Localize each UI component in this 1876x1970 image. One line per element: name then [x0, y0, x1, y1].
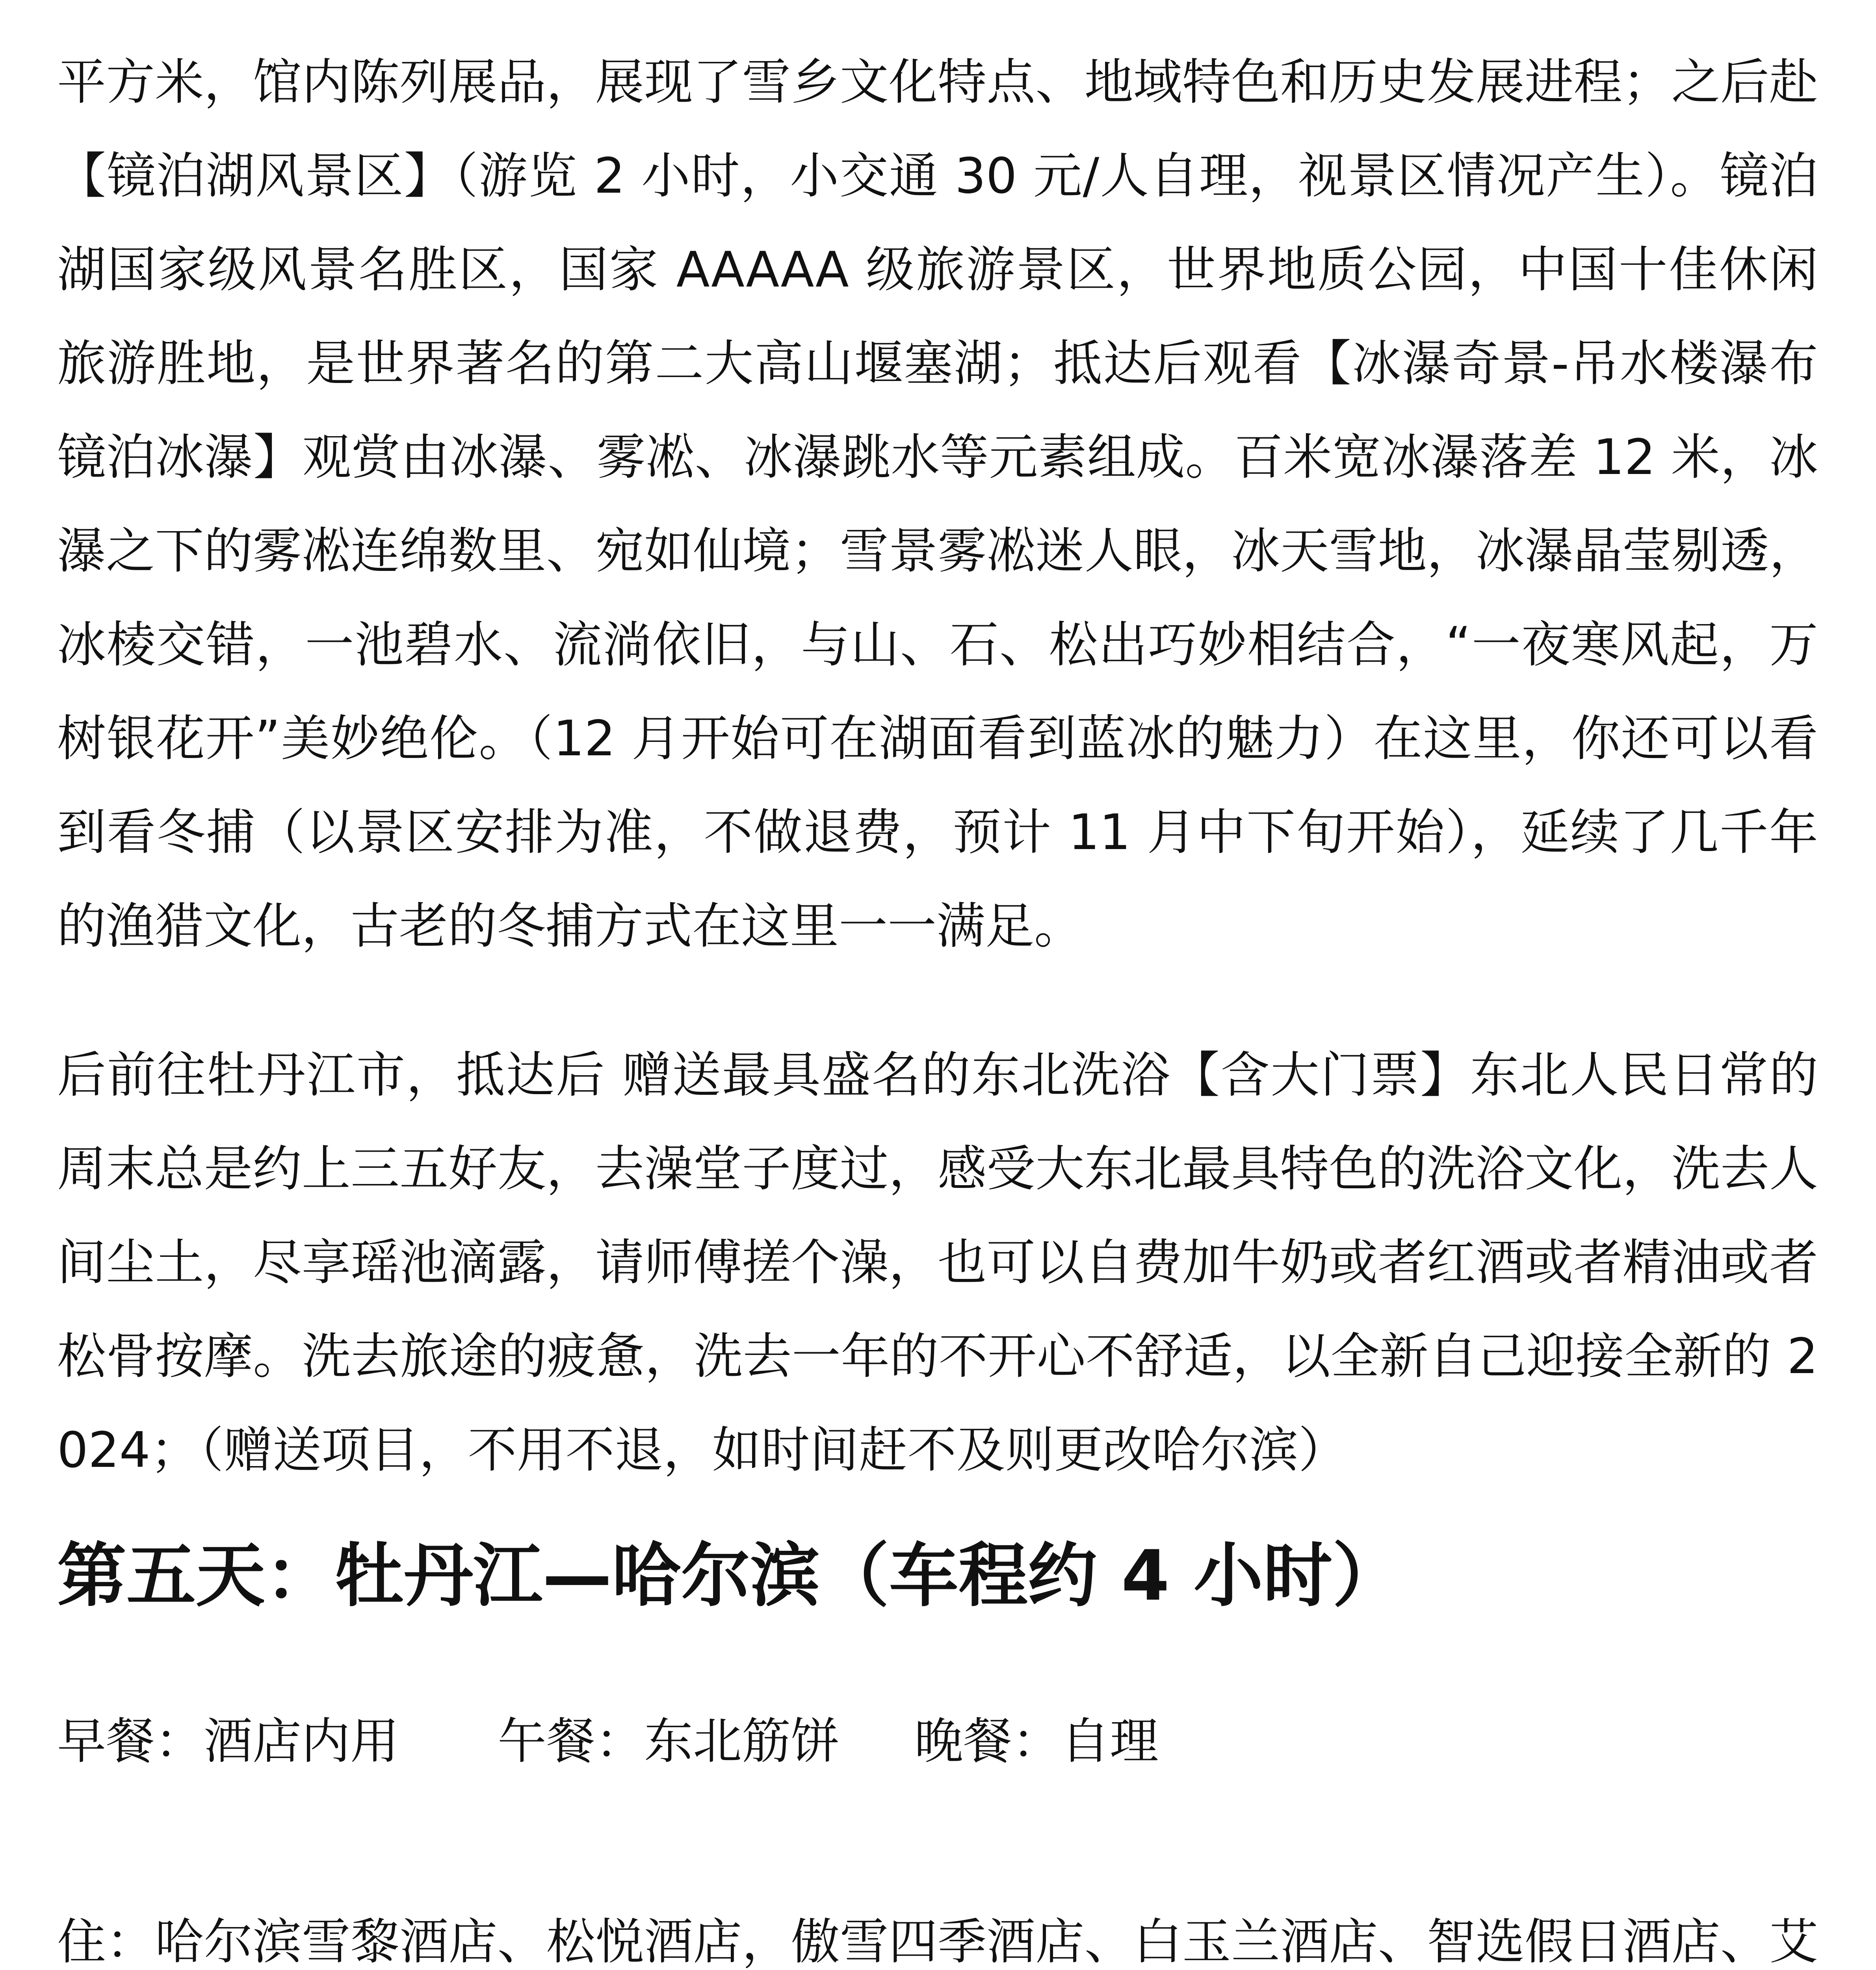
document-page [57, 0, 1818, 1970]
lunch-info: 午餐：东北筋饼 [498, 1713, 840, 1770]
paragraph-jingpo-lake: 平方米，馆内陈列展品，展现了雪乡文化特点、地域特色和历史发展进程；之后赴【镜泊湖风景区】（游览 2 小时，小交通 30 元/人自理，视景区情况产生）。镜泊湖国家级风景名胜区，国家 AAAAA 级旅游景区，世界地质公园，中国十佳休闲旅游胜地，是世界著名的第二大高山堰塞湖；抵达后观看【冰瀑奇景-吊水楼瀑布镜泊冰瀑】观赏由冰瀑、雾凇、冰瀑跳水等元素组成。百米宽冰瀑落差 12 米，冰瀑之下的雾凇连绵数里、宛如仙境；雪景雾凇迷人眼，冰天雪地，冰瀑晶莹剔透，冰棱交错，一池碧水、流淌依旧，与山、石、松出巧妙相结合，“一夜寒风起，万树银花开”美妙绝伦。（12 月开始可在湖面看到蓝冰的魅力）在这里，你还可以看到看冬捕（以景区安排为准，不做退费，预计 11 月中下旬开始），延续了几千年的渔猎文化，古老的冬捕方式在这里一一满足。 [57, 54, 1818, 955]
meals-line [57, 1706, 1818, 1777]
breakfast-info: 早餐：酒店内用 [57, 1713, 399, 1770]
hotels-info: 住：哈尔滨雪黎酒店、松悦酒店，傲雪四季酒店、白玉兰酒店、智选假日酒店、艾 [57, 1914, 1818, 1970]
paragraph-mudanjiang-bath: 后前往牡丹江市，抵达后 赠送最具盛名的东北洗浴【含大门票】东北人民日常的周末总是约上三五好友，去澡堂子度过，感受大东北最具特色的洗浴文化，洗去人间尘土，尽享瑶池滴露，请师傅搓个澡，也可以自费加牛奶或者红酒或者精油或者松骨按摩。洗去旅途的疲惫，洗去一年的不开心不舒适，以全新自己迎接全新的 2024；（赠送项目，不用不退，如时间赶不及则更改哈尔滨） [57, 1047, 1818, 1479]
dinner-info: 晚餐：自理 [914, 1713, 1159, 1770]
day-five-heading: 第五天：牡丹江—哈尔滨（车程约 4 小时） [57, 1535, 1402, 1616]
